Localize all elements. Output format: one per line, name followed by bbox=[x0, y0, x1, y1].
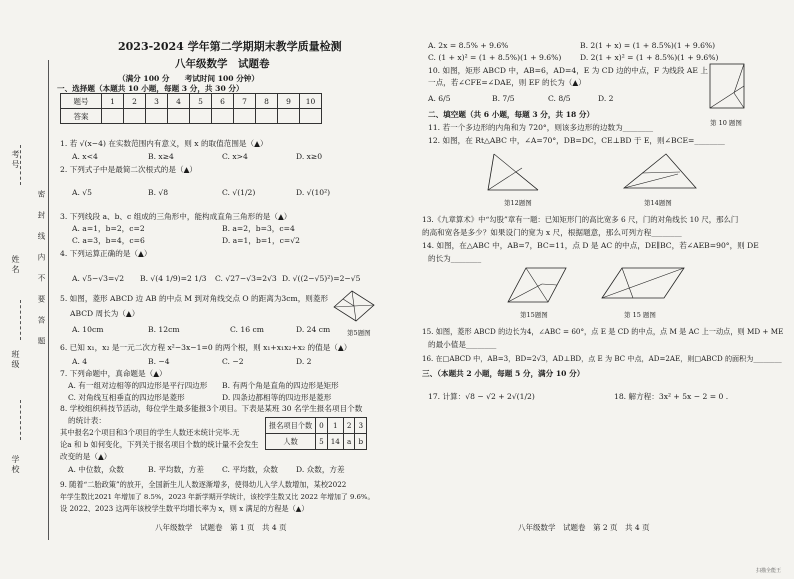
side-xuexiao: 学校 bbox=[11, 455, 20, 475]
q5: 5. 如图，菱形 ABCD 边 AB 的中点 M 到对角线交点 O 的距离为3cm，则菱形 bbox=[60, 294, 329, 303]
q1-b: B. x≥4 bbox=[148, 152, 174, 161]
side-banji: 班级 bbox=[11, 350, 20, 370]
q10-a: A. 6/5 bbox=[428, 94, 451, 103]
q9-opt-a: A. 2x = 8.5% + 9.6% bbox=[428, 41, 509, 50]
q6: 6. 已知 x₁，x₂ 是一元二次方程 x²−3x−1=0 的两个根，则 x₁+x₁x₂+x₂ 的值是（▲） bbox=[60, 343, 352, 352]
fig12-caption: 第12题图 bbox=[504, 199, 532, 207]
qnum: 6 bbox=[212, 94, 234, 109]
answer-cell[interactable] bbox=[256, 109, 278, 124]
qnum: 4 bbox=[168, 94, 190, 109]
q9-opt-b: B. 2(1 + x) = (1 + 8.5%)(1 + 9.6%) bbox=[580, 41, 716, 50]
q10-d: D. 2 bbox=[598, 94, 614, 103]
q13-cont: 的高和宽各是多少？如果设门的宽为 x 尺，根据题意，那么可列方程________ bbox=[422, 228, 682, 237]
answer-cell[interactable] bbox=[300, 109, 322, 124]
q14: 14. 如图，在△ABC 中，AB=7，BC=11，点 D 是 AC 的中点，DE∥BC，若∠AEB=90°，则 DE bbox=[422, 241, 759, 250]
q10-cont: 一点，若∠CFE=∠DAE，则 EF 的长为（▲） bbox=[428, 78, 586, 87]
binding-line bbox=[48, 60, 49, 540]
q16: 16. 在□ABCD 中，AB=3，BD=2√3，AD⊥BD，点 E 为 BC 中点，AD=2AE，则□ABCD 的面积为________ bbox=[422, 354, 782, 363]
q8-c: C. 平均数，众数 bbox=[222, 465, 278, 474]
q9-line2: 年学生数比2021 年增加了 8.5%，2023 年新学期开学统计，该校学生数又比 2022 年增加了 9.6%。 bbox=[60, 493, 375, 501]
q8-line3: 论a 和 b 如何变化，下列关于报名项目个数的统计量不会发生 bbox=[60, 440, 259, 449]
q3-d: D. a=1，b=1，c=√2 bbox=[222, 236, 300, 245]
answer-cell[interactable] bbox=[190, 109, 212, 124]
qnum: 7 bbox=[234, 94, 256, 109]
q15-cont: 的最小值是________ bbox=[428, 340, 497, 349]
q1-a: A. x<4 bbox=[72, 152, 98, 161]
section3-heading: 三、（本题共 2 小题，每题 5 分，满分 10 分） bbox=[422, 369, 585, 378]
fig15-rhombus bbox=[502, 262, 572, 308]
q7: 7. 下列命题中，真命题是（▲） bbox=[60, 369, 167, 378]
q9-opt-d: D. 2(1 + x)² = (1 + 8.5%)(1 + 9.6%) bbox=[580, 53, 719, 62]
q12: 12. 如图，在 Rt△ABC 中，∠A=70°，DB=DC，CE⊥BD 于 E，则∠BCE=________ bbox=[428, 136, 725, 145]
answer-cell[interactable] bbox=[102, 109, 124, 124]
q2-b: B. √8 bbox=[148, 188, 169, 197]
q7-c: C. 对角线互相垂直的四边形是菱形 bbox=[68, 393, 185, 402]
answer-cell[interactable] bbox=[124, 109, 146, 124]
fig14-caption: 第14题图 bbox=[644, 199, 672, 207]
section1-heading: 一、选择题（本题共 10 小题，每题 3 分，共 30 分） bbox=[57, 84, 244, 93]
fig16-parallelogram bbox=[596, 262, 690, 308]
stats-val: b bbox=[355, 434, 367, 450]
q3-a: A. a=1，b=2，c=2 bbox=[72, 224, 145, 233]
q8-d: D. 众数，方差 bbox=[296, 465, 345, 474]
q18: 18. 解方程：3x² + 5x − 2 = 0 . bbox=[614, 392, 729, 401]
answer-cell[interactable] bbox=[168, 109, 190, 124]
q13: 13.《九章算术》中“勾股”章有一题：已知矩形门的高比宽多 6 尺，门的对角线长 10 尺，那么门 bbox=[422, 215, 739, 224]
q15: 15. 如图，菱形 ABCD 的边长为4，∠ABC = 60°，点 E 是 CD 的中点，点 M 是 AC 上一动点，则 MD + ME bbox=[422, 327, 784, 336]
answer-cell[interactable] bbox=[212, 109, 234, 124]
q4-c: C. √27−√3=2√3 bbox=[215, 274, 277, 283]
exam-info: （满分 100 分 考试时间 100 分钟） bbox=[118, 74, 259, 83]
q9-line3: 设 2022、2023 这两年该校学生数平均增长率为 x，则 x 满足的方程是（▲） bbox=[60, 504, 309, 513]
fig10-caption: 第 10 题图 bbox=[710, 119, 742, 127]
q1-d: D. x≥0 bbox=[296, 152, 323, 161]
stats-val: 5 bbox=[316, 434, 328, 450]
q3: 3. 下列线段 a、b、c 组成的三角形中，能构成直角三角形的是（▲） bbox=[60, 212, 292, 221]
q4-a: A. √5−√3=√2 bbox=[72, 274, 125, 283]
q2-d: D. √(10²) bbox=[296, 188, 331, 197]
stats-row-label: 人数 bbox=[266, 434, 316, 450]
q5-d: D. 24 cm bbox=[296, 325, 331, 334]
fig15-caption: 第15题图 bbox=[520, 311, 548, 319]
answer-table-head: 题号 bbox=[61, 94, 102, 109]
side-line bbox=[20, 300, 21, 340]
q4: 4. 下列运算正确的是（▲） bbox=[60, 249, 152, 258]
q8: 8. 学校组织科技节活动，每位学生最多能报3个项目。下表是某班 30 名学生报名项目个数 bbox=[60, 404, 363, 413]
q5-b: B. 12cm bbox=[148, 325, 180, 334]
stats-col: 2 bbox=[343, 418, 355, 434]
qnum: 10 bbox=[300, 94, 322, 109]
q2-c: C. √(1/2) bbox=[222, 188, 256, 197]
q8-a: A. 中位数，众数 bbox=[68, 465, 124, 474]
q8-b: B. 平均数，方差 bbox=[148, 465, 204, 474]
q7-a: A. 有一组对边相等的四边形是平行四边形 bbox=[68, 381, 208, 390]
fig10-rectangle bbox=[702, 60, 752, 116]
q9: 9. 随着“二胎政策”的放开，全国新生儿人数逐渐增多，使得幼儿入学人数增加，某校2022 bbox=[60, 480, 347, 489]
q7-d: D. 四条边都相等的四边形是菱形 bbox=[222, 393, 332, 402]
watermark-logo: 扫描全能王 bbox=[756, 568, 782, 574]
qnum: 9 bbox=[278, 94, 300, 109]
qnum: 5 bbox=[190, 94, 212, 109]
stats-head: 报名项目个数 bbox=[266, 418, 316, 434]
binding-warning: 密 封 线 内 不 要 答 题 bbox=[37, 190, 46, 348]
footer-right: 八年级数学 试题卷 第 2 页 共 4 页 bbox=[518, 523, 650, 532]
q5-a: A. 10cm bbox=[72, 325, 104, 334]
stats-col: 3 bbox=[355, 418, 367, 434]
answer-table bbox=[60, 93, 322, 124]
footer-left: 八年级数学 试题卷 第 1 页 共 4 页 bbox=[155, 523, 287, 532]
q6-a: A. 4 bbox=[72, 357, 88, 366]
q8-line4: 改变的是（▲） bbox=[60, 452, 112, 461]
stats-col: 0 bbox=[316, 418, 328, 434]
q11: 11. 若一个多边形的内角和为 720°，则该多边形的边数为________ bbox=[428, 123, 654, 132]
fig12-triangle bbox=[484, 150, 544, 194]
stats-val: a bbox=[343, 434, 355, 450]
answer-cell[interactable] bbox=[234, 109, 256, 124]
page-subtitle: 八年级数学 试题卷 bbox=[175, 58, 270, 70]
q2: 2. 下列式子中是最简二次根式的是（▲） bbox=[60, 165, 197, 174]
fig16-caption: 第 15 题图 bbox=[624, 311, 656, 319]
q6-d: D. 2 bbox=[296, 357, 312, 366]
q5-c: C. 16 cm bbox=[230, 325, 264, 334]
q8-cont: 的统计表： bbox=[68, 416, 106, 425]
qnum: 8 bbox=[256, 94, 278, 109]
answer-cell[interactable] bbox=[146, 109, 168, 124]
q2-a: A. √5 bbox=[72, 188, 92, 197]
q6-c: C. −2 bbox=[222, 357, 244, 366]
fig5-rhombus bbox=[330, 287, 378, 327]
q10-c: C. 8/5 bbox=[548, 94, 571, 103]
side-line bbox=[20, 400, 21, 440]
q14-cont: 的长为________ bbox=[428, 254, 482, 263]
q10: 10. 如图，矩形 ABCD 中，AB=6，AD=4，E 为 CD 边的中点，F 为线段 AE 上 bbox=[428, 66, 708, 75]
page-title: 2023-2024 学年第二学期期末教学质量检测 bbox=[118, 40, 342, 53]
side-xingming: 姓名 bbox=[11, 255, 20, 275]
q3-b: B. a=2，b=3，c=4 bbox=[222, 224, 295, 233]
q7-b: B. 有两个角是直角的四边形是矩形 bbox=[222, 381, 339, 390]
qnum: 3 bbox=[146, 94, 168, 109]
q4-b: B. √(4 1/9)=2 1/3 bbox=[140, 274, 207, 283]
stats-table bbox=[265, 417, 367, 450]
q3-c: C. a=3，b=4，c=6 bbox=[72, 236, 145, 245]
answer-cell[interactable] bbox=[278, 109, 300, 124]
q6-b: B. −4 bbox=[148, 357, 170, 366]
q4-d: D. √((2−√5)²)=2−√5 bbox=[282, 274, 361, 283]
qnum: 1 bbox=[102, 94, 124, 109]
answer-table-label: 答案 bbox=[61, 109, 102, 124]
q10-b: B. 7/5 bbox=[492, 94, 515, 103]
stats-val: 14 bbox=[327, 434, 343, 450]
stats-col: 1 bbox=[327, 418, 343, 434]
side-line bbox=[20, 145, 21, 185]
q5-cont: ABCD 周长为（▲） bbox=[70, 309, 140, 318]
section2-heading: 二、填空题（共 6 小题，每题 3 分，共 18 分） bbox=[428, 110, 595, 119]
fig5-caption: 第5题图 bbox=[347, 329, 371, 337]
q9-opt-c: C. (1 + x)² = (1 + 8.5%)(1 + 9.6%) bbox=[428, 53, 562, 62]
fig14-triangle bbox=[618, 150, 702, 194]
q1: 1. 若 √(x−4) 在实数范围内有意义，则 x 的取值范围是（▲） bbox=[60, 139, 268, 148]
q8-line2: 其中报名2个项目和3个项目的学生人数还未统计完毕.无 bbox=[60, 428, 240, 437]
qnum: 2 bbox=[124, 94, 146, 109]
q17: 17. 计算：√8 − √2 + 2√(1/2) bbox=[428, 392, 535, 401]
q1-c: C. x>4 bbox=[222, 152, 248, 161]
side-kaohao: 考号 bbox=[11, 150, 20, 170]
